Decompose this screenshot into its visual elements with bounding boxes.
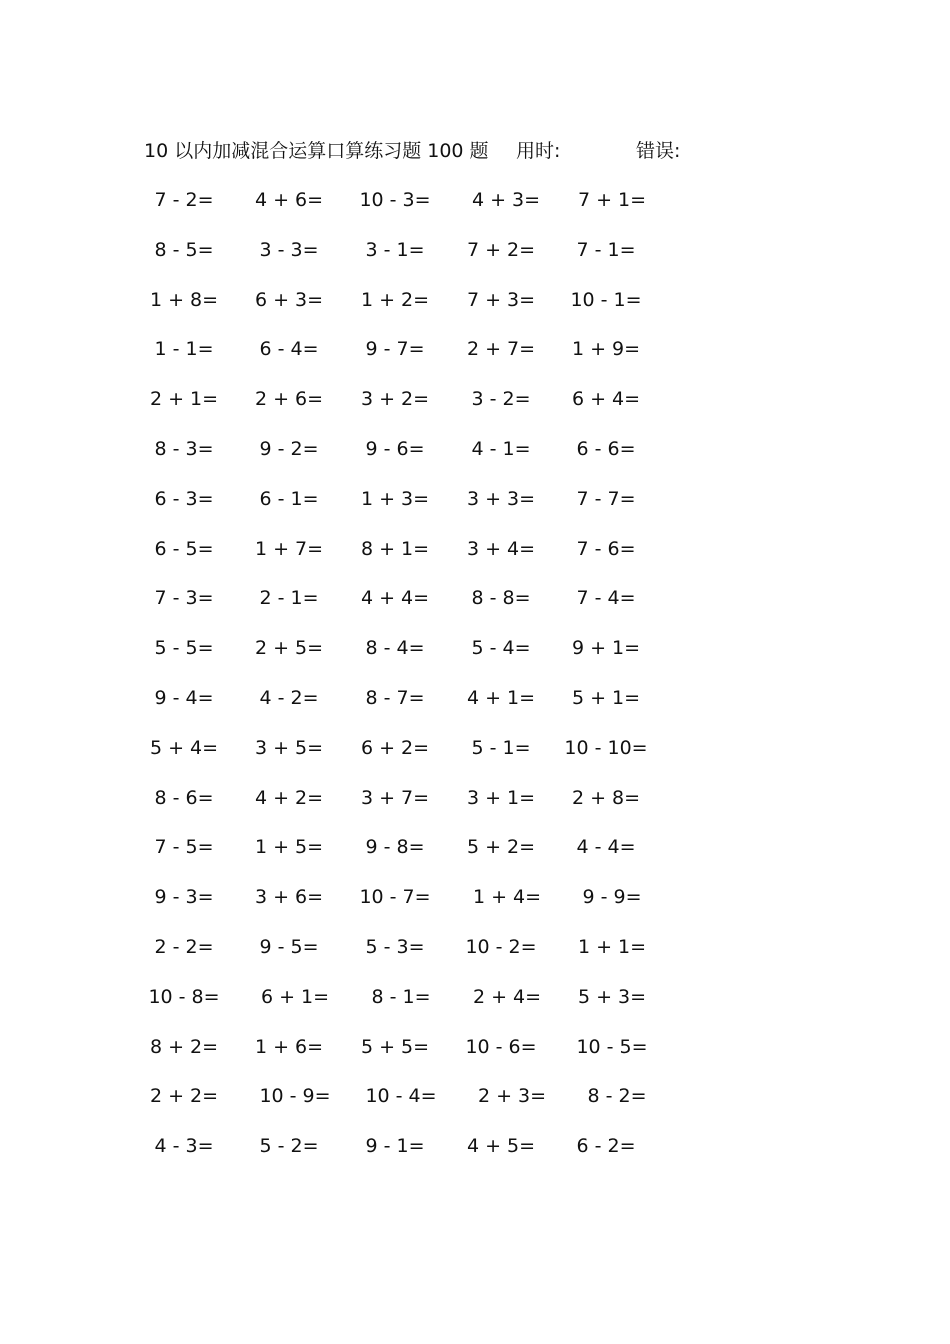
problem-item: 10 - 3= — [359, 189, 431, 211]
problem-item: 5 - 4= — [471, 637, 531, 660]
problem-item: 1 + 6= — [254, 1035, 324, 1058]
problem-item: 5 - 2= — [259, 1135, 319, 1158]
problem-item: 2 + 2= — [149, 1085, 219, 1108]
problem-item: 2 + 5= — [254, 637, 324, 660]
problem-item: 2 + 7= — [466, 338, 536, 361]
problem-item: 3 - 3= — [259, 238, 319, 261]
problem-item: 10 - 9= — [259, 1085, 331, 1108]
problem-item: 6 - 4= — [259, 338, 319, 361]
problem-item: 8 - 7= — [365, 687, 425, 709]
problem-item: 1 + 5= — [254, 836, 324, 859]
problem-item: 1 + 8= — [149, 288, 219, 311]
problem-item: 5 - 5= — [154, 637, 214, 660]
problem-item: 8 - 3= — [154, 438, 214, 460]
problem-row — [0, 633, 950, 663]
problem-item: 4 - 4= — [576, 836, 636, 859]
problem-item: 6 - 3= — [154, 487, 214, 510]
problem-row — [0, 434, 950, 464]
problem-row — [0, 733, 950, 763]
problem-item: 6 + 1= — [260, 985, 330, 1008]
problem-item: 9 - 7= — [365, 338, 425, 361]
problem-item: 1 + 3= — [360, 487, 430, 510]
problem-item: 6 - 6= — [576, 438, 636, 460]
problem-item: 9 - 9= — [582, 886, 642, 909]
problem-row — [0, 932, 950, 962]
problem-item: 10 - 7= — [359, 886, 431, 909]
problem-item: 10 - 6= — [465, 1035, 537, 1058]
problem-item: 6 + 4= — [571, 388, 641, 411]
problem-row — [0, 534, 950, 564]
problem-item: 8 - 8= — [471, 587, 531, 610]
problem-item: 2 - 2= — [154, 936, 214, 958]
problem-item: 4 - 1= — [471, 438, 531, 460]
problem-item: 8 - 4= — [365, 637, 425, 660]
problem-item: 7 - 4= — [576, 587, 636, 610]
problem-item: 2 + 1= — [149, 388, 219, 411]
problem-item: 4 + 1= — [466, 687, 536, 709]
problem-item: 9 - 3= — [154, 886, 214, 909]
problem-item: 7 - 2= — [154, 189, 214, 211]
problem-item: 9 - 1= — [365, 1135, 425, 1158]
problem-row — [0, 235, 950, 265]
problem-item: 4 + 4= — [360, 587, 430, 610]
problem-item: 7 + 2= — [466, 238, 536, 261]
problem-item: 8 + 2= — [149, 1035, 219, 1058]
problem-item: 8 - 1= — [371, 985, 431, 1008]
problem-row — [0, 1032, 950, 1062]
problem-item: 10 - 4= — [365, 1085, 437, 1108]
problem-item: 5 + 2= — [466, 836, 536, 859]
problem-row — [0, 384, 950, 414]
problem-item: 2 + 6= — [254, 388, 324, 411]
problem-row — [0, 1081, 950, 1111]
problem-row — [0, 982, 950, 1012]
problem-item: 6 + 3= — [254, 288, 324, 311]
problem-item: 9 - 8= — [365, 836, 425, 859]
problem-row — [0, 185, 950, 215]
problem-item: 6 + 2= — [360, 736, 430, 759]
problem-item: 8 + 1= — [360, 537, 430, 560]
problem-row — [0, 583, 950, 613]
errors-label: 错误: — [636, 140, 681, 162]
problem-item: 2 - 1= — [259, 587, 319, 610]
problem-item: 5 + 4= — [149, 736, 219, 759]
problem-row — [0, 683, 950, 713]
problem-item: 9 - 4= — [154, 687, 214, 709]
problem-item: 8 - 2= — [587, 1085, 647, 1108]
problem-item: 6 - 2= — [576, 1135, 636, 1158]
problem-item: 6 - 5= — [154, 537, 214, 560]
problem-item: 1 + 4= — [472, 886, 542, 909]
problem-item: 1 + 1= — [577, 936, 647, 958]
problem-item: 5 + 1= — [571, 687, 641, 709]
time-used-label: 用时: — [516, 140, 561, 162]
problem-item: 1 + 7= — [254, 537, 324, 560]
problem-row — [0, 832, 950, 862]
problem-item: 10 - 5= — [576, 1035, 648, 1058]
problem-item: 10 - 2= — [465, 936, 537, 958]
problem-row — [0, 882, 950, 912]
problem-item: 8 - 5= — [154, 238, 214, 261]
problem-row — [0, 285, 950, 315]
problem-item: 4 + 5= — [466, 1135, 536, 1158]
problem-item: 7 - 3= — [154, 587, 214, 610]
problem-item: 3 + 4= — [466, 537, 536, 560]
problem-item: 10 - 10= — [564, 736, 648, 759]
problem-item: 9 - 5= — [259, 936, 319, 958]
problem-item: 3 + 6= — [254, 886, 324, 909]
problem-item: 4 + 2= — [254, 786, 324, 809]
problem-item: 7 - 5= — [154, 836, 214, 859]
problem-item: 4 - 3= — [154, 1135, 214, 1158]
problem-item: 9 + 1= — [571, 637, 641, 660]
problem-item: 7 + 1= — [577, 189, 647, 211]
problem-item: 3 + 2= — [360, 388, 430, 411]
problem-item: 1 - 1= — [154, 338, 214, 361]
problem-item: 7 - 1= — [576, 238, 636, 261]
problem-item: 5 + 3= — [577, 985, 647, 1008]
problem-item: 4 - 2= — [259, 687, 319, 709]
problem-item: 4 + 3= — [471, 189, 541, 211]
problem-item: 7 - 6= — [576, 537, 636, 560]
problem-item: 3 - 1= — [365, 238, 425, 261]
problem-item: 1 + 2= — [360, 288, 430, 311]
problem-item: 9 - 2= — [259, 438, 319, 460]
problem-item: 2 + 4= — [472, 985, 542, 1008]
problem-item: 5 + 5= — [360, 1035, 430, 1058]
problem-item: 1 + 9= — [571, 338, 641, 361]
problem-row — [0, 484, 950, 514]
problem-item: 8 - 6= — [154, 786, 214, 809]
problem-item: 3 + 1= — [466, 786, 536, 809]
problem-item: 3 + 7= — [360, 786, 430, 809]
problem-item: 5 - 3= — [365, 936, 425, 958]
problem-item: 10 - 1= — [570, 288, 642, 311]
problem-item: 3 + 3= — [466, 487, 536, 510]
problem-item: 2 + 8= — [571, 786, 641, 809]
problem-item: 3 - 2= — [471, 388, 531, 411]
problem-item: 4 + 6= — [254, 189, 324, 211]
worksheet-title: 10 以内加减混合运算口算练习题 100 题 — [144, 140, 489, 162]
problem-item: 9 - 6= — [365, 438, 425, 460]
problem-item: 7 - 7= — [576, 487, 636, 510]
problem-row — [0, 1131, 950, 1161]
problem-item: 6 - 1= — [259, 487, 319, 510]
problem-item: 7 + 3= — [466, 288, 536, 311]
problem-row — [0, 334, 950, 364]
problem-item: 10 - 8= — [148, 985, 220, 1008]
problem-item: 2 + 3= — [477, 1085, 547, 1108]
problem-row — [0, 783, 950, 813]
problem-item: 3 + 5= — [254, 736, 324, 759]
problem-item: 5 - 1= — [471, 736, 531, 759]
